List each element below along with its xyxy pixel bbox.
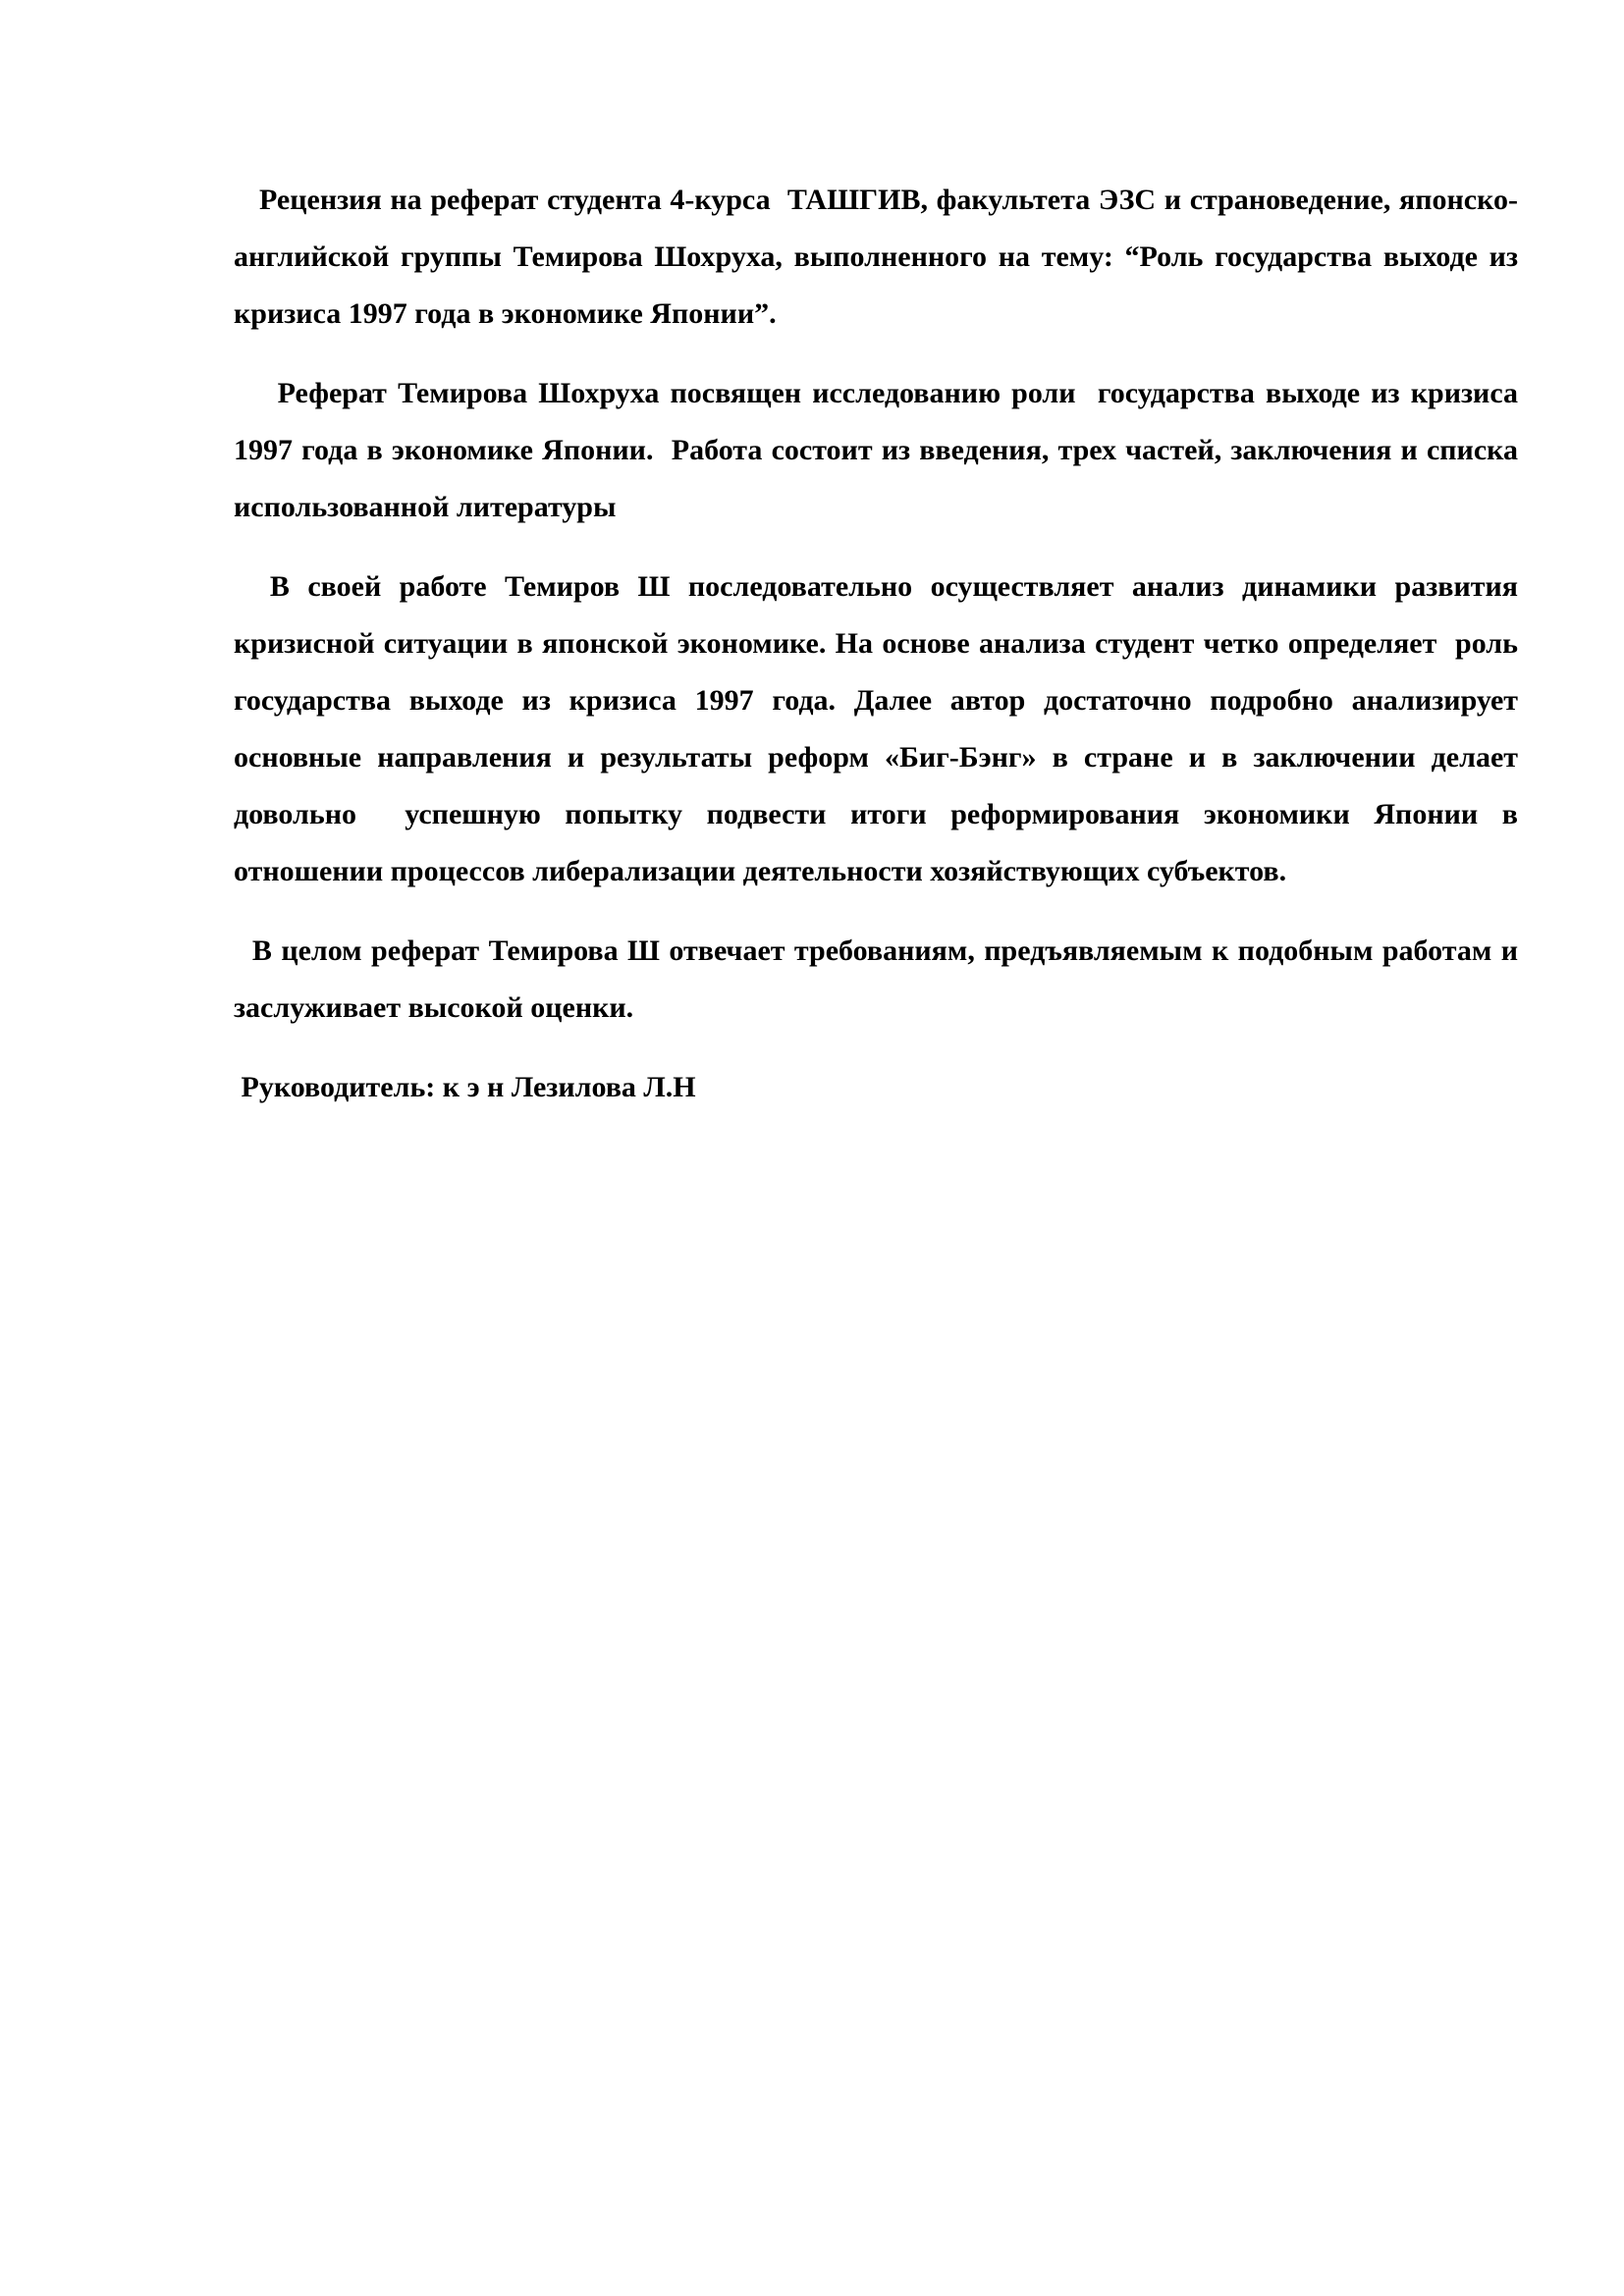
supervisor-signature-line: Руководитель: к э н Лезилова Л.Н bbox=[234, 1071, 696, 1103]
summary-paragraph: Реферат Темирова Шохруха посвящен исследованию роли государства выходе из кризиса 1997 года в экономике Японии. Работа состоит из введения, трех частей, заключения и списка использованной литературы bbox=[234, 377, 1526, 523]
document-body bbox=[234, 172, 1526, 1116]
review-heading-paragraph: Рецензия на реферат студента 4-курса ТАШГИВ, факультета ЭЗС и страноведение, японско-английской группы Темирова Шохруха, выполненного на тему: “Роль государства выходе из кризиса 1997 года в экономике Японии”. bbox=[234, 184, 1526, 330]
analysis-paragraph: В своей работе Темиров Ш последовательно осуществляет анализ динамики развития кризисной ситуации в японской экономике. На основе анализа студент четко определяет роль государства выходе из кризиса 1997 года. Далее автор достаточно подробно анализирует основные направления и результаты реформ «Биг-Бэнг» в стране и в заключении делает довольно успешную попытку подвести итоги реформирования экономики Японии в отношении процессов либерализации деятельности хозяйствующих субъектов. bbox=[234, 570, 1526, 887]
conclusion-paragraph: В целом реферат Темирова Ш отвечает требованиям, предъявляемым к подобным работам и заслуживает высокой оценки. bbox=[234, 934, 1526, 1024]
